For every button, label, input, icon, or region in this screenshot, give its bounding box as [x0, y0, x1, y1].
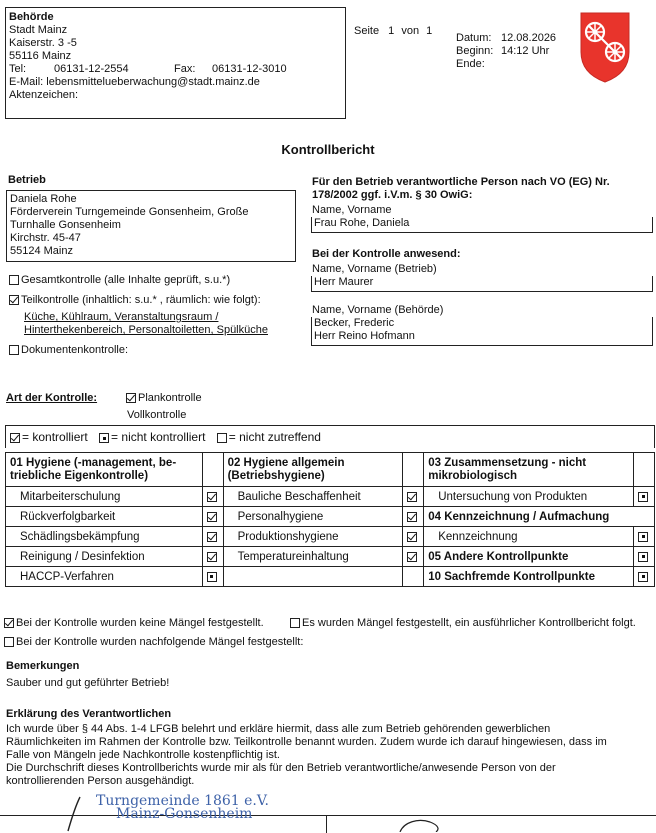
control-type-label: Art der Kontrolle:	[6, 392, 98, 404]
checked-checkbox[interactable]	[407, 552, 417, 562]
control-type-full-label: Vollkontrolle	[127, 409, 187, 421]
fax-value: 06131-12-3010	[212, 63, 287, 75]
responsible-name-field	[311, 217, 653, 233]
start-value: 14:12 Uhr	[501, 45, 550, 57]
control-type-planned-row[interactable]	[126, 392, 202, 404]
scope-partial-row[interactable]	[9, 294, 261, 306]
remarks-title: Bemerkungen	[6, 660, 80, 672]
declaration-title: Erklärung des Verantwortlichen	[6, 708, 172, 720]
control-table	[5, 452, 655, 587]
present-authority-field	[311, 317, 653, 346]
checked-checkbox[interactable]	[407, 512, 417, 522]
present-authority-name: Becker, Frederic	[314, 317, 395, 329]
legend-not-checked-label: = nicht kontrolliert	[111, 430, 206, 444]
scope-document-row[interactable]	[9, 344, 128, 356]
present-authority-label: Name, Vorname (Behörde)	[312, 304, 444, 316]
present-business-label: Name, Vorname (Betrieb)	[312, 263, 437, 275]
authority-city: 55116 Mainz	[9, 50, 72, 62]
control-type-planned-label: Plankontrolle	[138, 392, 202, 404]
row-label: Rückverfolgbarkeit	[6, 507, 203, 527]
row-label: Temperatureinhaltung	[223, 547, 403, 567]
authority-street: Kaiserstr. 3 -5	[9, 37, 77, 49]
checked-checkbox[interactable]	[207, 512, 217, 522]
row-label: Kennzeichnung	[424, 527, 634, 547]
present-authority-name: Herr Reino Hofmann	[314, 330, 415, 342]
meta-block	[456, 32, 556, 71]
row-label: Reinigung / Desinfektion	[6, 547, 203, 567]
responsible-name-label: Name, Vorname	[312, 204, 392, 216]
header-hygiene-general: 02 Hygiene allgemein (Betriebshygiene)	[223, 453, 403, 487]
authority-email-row	[9, 76, 260, 89]
legend-checked-label: = kontrolliert	[22, 430, 88, 444]
legend-checked-icon	[10, 433, 20, 443]
legend-na-icon	[217, 433, 227, 443]
scope-areas: Küche, Kühlraum, Veranstaltungsraum / Hinterthekenbereich, Personaltoiletten, Spülküche	[24, 311, 268, 336]
checked-checkbox[interactable]	[407, 492, 417, 502]
tel-label: Tel:	[9, 63, 27, 75]
end-label: Ende:	[456, 58, 485, 70]
fax-label: Fax:	[174, 63, 196, 75]
business-box	[6, 190, 296, 262]
header-hygiene-management: 01 Hygiene (-management, be-triebliche Eigenkontrolle)	[6, 453, 203, 487]
not-checked-checkbox[interactable]	[638, 552, 648, 562]
business-line: Kirchstr. 45-47	[10, 232, 81, 244]
signature-scribble-icon	[396, 818, 446, 832]
not-checked-checkbox[interactable]	[638, 532, 648, 542]
checked-checkbox[interactable]	[207, 532, 217, 542]
legend-not-checked-icon	[99, 433, 109, 443]
control-type-planned-checkbox[interactable]	[126, 393, 136, 403]
page-indicator: Seite 1 von 1	[354, 25, 433, 37]
remarks-text: Sauber und gut geführter Betrieb!	[6, 677, 170, 689]
row-label: HACCP-Verfahren	[6, 567, 203, 587]
club-stamp	[96, 795, 269, 821]
section-label: 10 Sachfremde Kontrollpunkte	[424, 567, 634, 587]
business-line: 55124 Mainz	[10, 245, 73, 257]
section-label: 04 Kennzeichnung / Aufmachung	[424, 507, 655, 527]
start-label: Beginn:	[456, 45, 494, 57]
business-title: Betrieb	[8, 174, 46, 186]
findings-following-checkbox[interactable]	[4, 637, 14, 647]
section-label: 05 Andere Kontrollpunkte	[424, 547, 634, 567]
scope-full-row[interactable]	[9, 274, 230, 286]
findings-following-row[interactable]	[4, 636, 303, 648]
scope-document-label: Dokumentenkontrolle:	[21, 344, 129, 356]
scope-full-checkbox[interactable]	[9, 275, 19, 285]
responsible-title: Für den Betrieb verantwortliche Person nach VO (EG) Nr. 178/2002 ggf. i.V.m. § 30 OwiG:	[312, 176, 610, 201]
not-checked-checkbox[interactable]	[638, 492, 648, 502]
row-label: Produktionshygiene	[223, 527, 403, 547]
tel-value: 06131-12-2554	[54, 63, 129, 75]
checked-checkbox[interactable]	[407, 532, 417, 542]
row-label: Personalhygiene	[223, 507, 403, 527]
findings-none-row[interactable]	[4, 617, 264, 629]
row-label: Schädlingsbekämpfung	[6, 527, 203, 547]
findings-report-label: Es wurden Mängel festgestellt, ein ausführlicher Kontrollbericht folgt.	[302, 617, 636, 629]
checked-checkbox[interactable]	[207, 492, 217, 502]
date-label: Datum:	[456, 32, 492, 44]
not-checked-checkbox[interactable]	[638, 572, 648, 582]
business-line: Förderverein Turngemeinde Gonsenheim, Große	[10, 206, 249, 218]
row-label: Bauliche Beschaffenheit	[223, 487, 403, 507]
header-composition: 03 Zusammensetzung - nicht mikrobiologisch	[424, 453, 634, 487]
email-value: lebensmittelueberwachung@stadt.mainz.de	[46, 76, 260, 88]
present-title: Bei der Kontrolle anwesend:	[312, 248, 461, 260]
scope-partial-checkbox[interactable]	[9, 295, 19, 305]
business-line: Daniela Rohe	[10, 193, 77, 205]
authority-phone-row	[9, 63, 287, 76]
scope-full-label: Gesamtkontrolle (alle Inhalte geprüft, s.u.*)	[21, 274, 231, 286]
checked-checkbox[interactable]	[207, 552, 217, 562]
date-value: 12.08.2026	[501, 32, 557, 44]
responsible-name: Frau Rohe, Daniela	[314, 217, 410, 229]
scope-document-checkbox[interactable]	[9, 345, 19, 355]
report-title: Kontrollbericht	[281, 142, 375, 157]
mainz-crest-icon	[578, 10, 632, 84]
findings-none-label: Bei der Kontrolle wurden keine Mängel festgestellt.	[16, 617, 264, 629]
business-line: Turnhalle Gonsenheim	[10, 219, 121, 231]
legend-na-label: = nicht zutreffend	[228, 430, 321, 444]
email-label: E-Mail:	[9, 76, 44, 88]
signature-mark-icon	[62, 795, 86, 832]
findings-report-checkbox[interactable]	[290, 618, 300, 628]
not-checked-checkbox[interactable]	[207, 572, 217, 582]
findings-none-checkbox[interactable]	[4, 618, 14, 628]
present-business-field	[311, 276, 653, 292]
present-business-name: Herr Maurer	[314, 276, 374, 288]
reference-label: Aktenzeichen:	[9, 89, 79, 101]
authority-title: Behörde	[9, 11, 54, 23]
row-label: Mitarbeiterschulung	[6, 487, 203, 507]
legend-box	[5, 425, 655, 448]
scope-partial-label: Teilkontrolle (inhaltlich: s.u.* , räumlich: wie folgt):	[21, 294, 261, 306]
declaration-text: Ich wurde über § 44 Abs. 1-4 LFGB belehrt und erkläre hiermit, dass alle zum Betrieb gehörenden gewerblichen Räumlichkeiten im Rahmen der Kontrolle bzw. Teilkontrolle benannt wurden. Zudem wurde ich darauf hingewiesen, dass im Falle von Mängeln jede Nachkontrolle kostenpflichtig ist. Die Durchschrift dieses Kontrollberichts wurde mir als für den Betrieb verantwortliche/anwesende Person von der kontrollierenden Person ausgehändigt.	[6, 723, 607, 787]
authority-name: Stadt Mainz	[9, 24, 68, 36]
authority-box	[5, 7, 346, 119]
stamp-line-2: Mainz-Gonsenheim	[116, 806, 253, 822]
stamp-line-1: Turngemeinde 1861 e.V.	[96, 793, 269, 809]
findings-following-label: Bei der Kontrolle wurden nachfolgende Mängel festgestellt:	[16, 636, 304, 648]
findings-report-row[interactable]	[290, 617, 636, 629]
row-label: Untersuchung von Produkten	[424, 487, 634, 507]
